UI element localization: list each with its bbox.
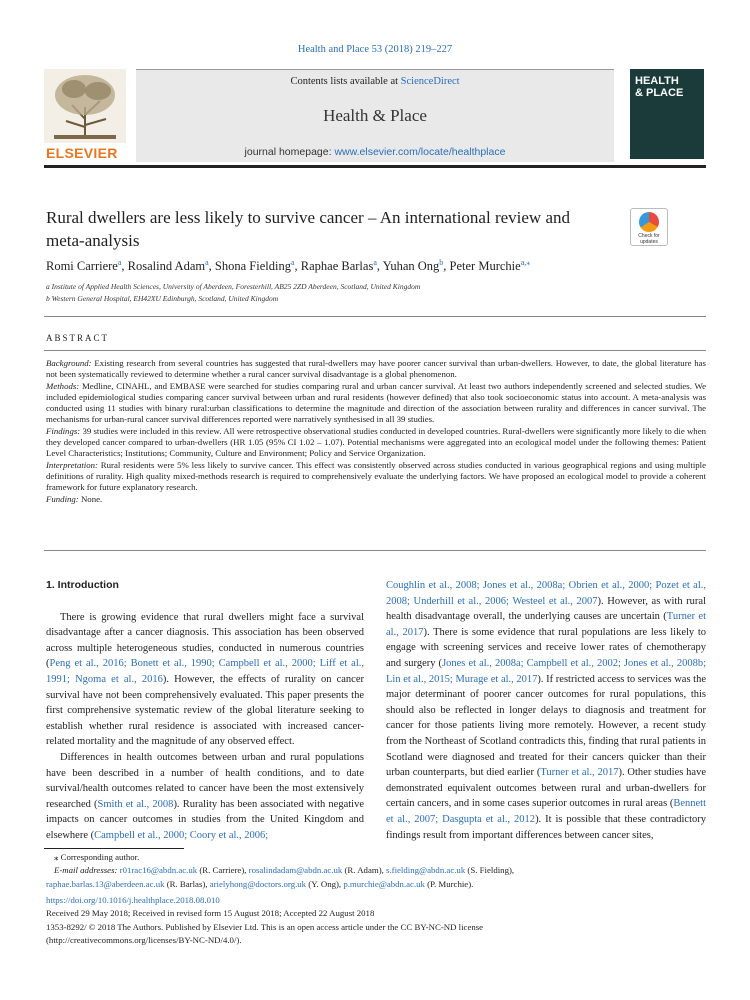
article-title: Rural dwellers are less likely to survive cancer – An international review and meta-analysis	[46, 208, 570, 250]
journal-info-box	[136, 69, 614, 162]
affiliation-b: b Western General Hospital, EH42XU Edinburgh, Scotland, United Kingdom	[46, 294, 279, 303]
elsevier-wordmark: ELSEVIER	[46, 145, 118, 161]
left-column	[46, 578, 364, 844]
check-updates-label: Check for updates	[638, 233, 660, 245]
license-url: (http://creativecommons.org/licenses/BY-NC-ND/4.0/).	[46, 934, 242, 945]
homepage-prefix: journal homepage:	[244, 146, 335, 158]
email-link[interactable]: s.fielding@abdn.ac.uk	[386, 865, 466, 876]
crossmark-icon	[639, 212, 659, 232]
elsevier-tree-icon	[44, 69, 126, 143]
doi-link[interactable]: https://doi.org/10.1016/j.healthplace.2018.08.010	[46, 895, 220, 905]
license-statement: 1353-8292/ © 2018 The Authors. Published by Elsevier Ltd. This is an open access article under the CC BY-NC-ND license	[46, 921, 484, 932]
abstract-interpretation: Interpretation: Rural residents were 5% less likely to survive cancer. This effect was consistently observed across studies conducted in various geographical regions and using multiple definitions of rurality. High quality mixed-methods research is required to comprehensively evaluate the underlying factors. We have proposed an ecological model to provide a coherent framework for future explanatory research.	[46, 459, 707, 493]
author-list: Romi Carriere$^a$, Rosalind Adam$^a$, Shona Fielding$^a$, Raphae Barlas$^a$, Yuhan Ong$^b$, Peter Murchie$^{a,⁎}$	[46, 258, 531, 274]
sciencedirect-link[interactable]: ScienceDirect	[400, 76, 460, 87]
abstract-methods: Methods: Medline, CINAHL, and EMBASE were searched for studies comparing rural and urban cancer survival. At least two authors independently screened and selected studies. We included epidemiological studies comparing cancer survival between urban and rural residents (however defined) that also took socioeconomic status into account. A meta-analysis was conducted using 11 studies with binary rural:urban classifications to determine the magnitude and direction of the association between rurality and differences in cancer survival. The mechanisms for urban-rural cancer survival differences reported were narratively synthesised in all 39 studies.	[46, 380, 706, 425]
affiliation-a: a Institute of Applied Health Sciences, University of Aberdeen, Foresterhill, AB25 2ZD Aberdeen, Scotland, United Kingdom	[46, 282, 421, 291]
author[interactable]: Peter Murchie$^{a,⁎}$	[449, 258, 531, 274]
intro-paragraph-1: There is growing evidence that rural dwellers might face a survival disadvantage after a cancer diagnosis. This association has been observed across multiple heterogeneous studies, conducted in numerous countries (Peng et al., 2016; Bonett et al., 1990; Campbell et al., 2000; Liff et al., 1991; Ngoma et al., 2016). However, the effects of rurality on cancer survival have not been comprehensively evaluated. This paper presents the first comprehensive systematic review of the global literature seeking to establish whether rural residence is associated with increased cancer-related mortality and the magnitude of any observed effect.	[46, 611, 364, 748]
abstract-findings: Findings: 39 studies were included in this review. All were retrospective observational studies conducted in developed countries. Rural-dwellers were significantly more likely to die when they developed cancer compared to urban-dwellers (HR 1.05 (95% CI 1.02 – 1.07). Potential mechanisms were aggregated into an ecological model under the following themes: Patient Level Characteristics; Institutions; Community, Culture and Environment; Policy and Service Organization.	[46, 425, 707, 459]
citation-link[interactable]: Turner et al., 2017	[540, 767, 619, 779]
email-link[interactable]: r01rac16@abdn.ac.uk	[119, 865, 198, 876]
email-label: E-mail addresses:	[54, 865, 118, 876]
citation-link[interactable]: Smith et al., 2008	[97, 798, 174, 810]
abstract-funding: Funding: None.	[46, 493, 103, 504]
journal-masthead	[44, 69, 706, 161]
abstract-top-rule	[44, 316, 706, 317]
homepage-link[interactable]: www.elsevier.com/locate/healthplace	[334, 146, 506, 158]
corresponding-author-label: ⁎ Corresponding author.	[54, 852, 140, 862]
abstract-body	[46, 358, 706, 505]
abstract-heading-rule	[44, 350, 706, 351]
email-link[interactable]: rosalindadam@abdn.ac.uk	[248, 865, 343, 876]
intro-paragraph-2-cont: Coughlin et al., 2008; Jones et al., 2008a; Obrien et al., 2000; Pozet et al., 2008; Underhill et al., 2006; Westeel et al., 2007). However, as with rural health disadvantage overall, the underlying causes are uncertain (Turner et al., 2017). There is some evidence that rural populations are less likely to engage with screening services and receive lower rates of chemotherapy and surgery (Jones et al., 2008a; Campbell et al., 2002; Jones et al., 2008b; Lin et al., 2015; Murage et al., 2017). If restricted access to services was the major determinant of poorer cancer outcomes for rural populations, this should also be reflected in longer delays to diagnosis and treatment for cancer for those patients living more remotely. However, a recent study from the Northeast of Scotland contradicts this, finding that rural patients in Scotland were diagnosed and treated for their cancers quicker than their urban counterparts, but died earlier (Turner et al., 2017). Other studies have demonstrated equivalent outcomes between rural and urban-dwellers for certain cancers, and in some cases superior outcomes in rural areas (Bennett et al., 2007; Dasgupta et al., 2012). It is possible that these contradictory findings result from important differences between cancer sites,	[386, 580, 707, 841]
contents-line	[136, 76, 614, 87]
citation-link[interactable]: Coughlin et al., 2008; Jones et al., 2008a; Obrien et al., 2000; Pozet et al., 2008; Underhill et al., 2006; Westeel et al., 2007	[386, 580, 706, 607]
elsevier-tree-logo	[44, 69, 126, 161]
right-column	[386, 578, 706, 843]
email-link[interactable]: arielyhong@doctors.org.uk	[209, 878, 307, 889]
email-link[interactable]: raphae.barlas.13@aberdeen.ac.uk	[46, 878, 165, 889]
article-metadata	[46, 894, 706, 947]
author[interactable]: Romi Carriere$^a$	[46, 258, 122, 274]
citation-link[interactable]: Jones et al., 2008a; Campbell et al., 2002; Jones et al., 2008b; Lin et al., 2015; Murage et al., 2017	[386, 657, 706, 685]
journal-reference[interactable]: Health and Place 53 (2018) 219–227	[297, 44, 453, 55]
received-dates: Received 29 May 2018; Received in revised form 15 August 2018; Accepted 22 August 2018	[46, 908, 375, 919]
corresponding-author-footnote	[46, 851, 706, 891]
journal-name: Health & Place	[323, 106, 427, 125]
footnote-rule	[44, 848, 184, 849]
author[interactable]: Yuhan Ong$^b$	[382, 258, 444, 274]
author[interactable]: Raphae Barlas$^a$	[300, 258, 377, 274]
email-addresses-cont: raphae.barlas.13@aberdeen.ac.uk (R. Barlas), arielyhong@doctors.org.uk (Y. Ong), p.murchie@abdn.ac.uk (P. Murchie).	[46, 878, 474, 889]
abstract-background: Background: Existing research from several countries has suggested that rural-dwellers may have poorer cancer survival than urban-dwellers. However, to date, the global literature has not been systematically reviewed to determine whether a rural cancer survival disadvantage is a global phenomenon.	[46, 358, 706, 380]
citation-link[interactable]: Turner et al., 2017	[386, 611, 707, 638]
citation-link[interactable]: Bennett et al., 2007; Dasgupta et al., 2012	[386, 798, 706, 825]
contents-prefix: Contents lists available at	[290, 76, 401, 87]
journal-cover-thumbnail[interactable]	[630, 69, 704, 159]
masthead-divider	[44, 165, 706, 168]
cover-title	[635, 75, 683, 99]
email-link[interactable]: p.murchie@abdn.ac.uk	[343, 878, 425, 889]
intro-paragraph-2: Differences in health outcomes between urban and rural populations have been described in a number of health conditions, and to date survival/health outcomes related to cancer have been the most extensively researched (Smith et al., 2008). Rurality has been associated with negative impacts on cancer outcomes in studies from the United Kingdom and elsewhere (Campbell et al., 2000; Coory et al., 2006;	[46, 751, 364, 841]
abstract-bottom-rule	[44, 550, 706, 551]
cover-title-line-2: & PLACE	[635, 87, 684, 99]
author[interactable]: Rosalind Adam$^a$	[127, 258, 209, 274]
citation-link[interactable]: Peng et al., 2016; Bonett et al., 1990; Campbell et al., 2000; Liff et al., 1991; Ngoma et al., 2016	[46, 658, 364, 685]
author[interactable]: Shona Fielding$^a$	[214, 258, 295, 274]
check-for-updates-button[interactable]	[630, 208, 668, 246]
email-addresses: E-mail addresses: r01rac16@abdn.ac.uk (R. Carriere), rosalindadam@abdn.ac.uk (R. Adam), s.fielding@abdn.ac.uk (S. Fielding),	[54, 865, 515, 876]
journal-homepage-line	[136, 146, 614, 158]
section-heading-introduction: 1. Introduction	[46, 579, 119, 591]
cover-title-line-1: HEALTH	[635, 75, 679, 87]
citation-link[interactable]: Campbell et al., 2000; Coory et al., 2006;	[94, 829, 269, 841]
abstract-heading: ABSTRACT	[46, 333, 110, 343]
